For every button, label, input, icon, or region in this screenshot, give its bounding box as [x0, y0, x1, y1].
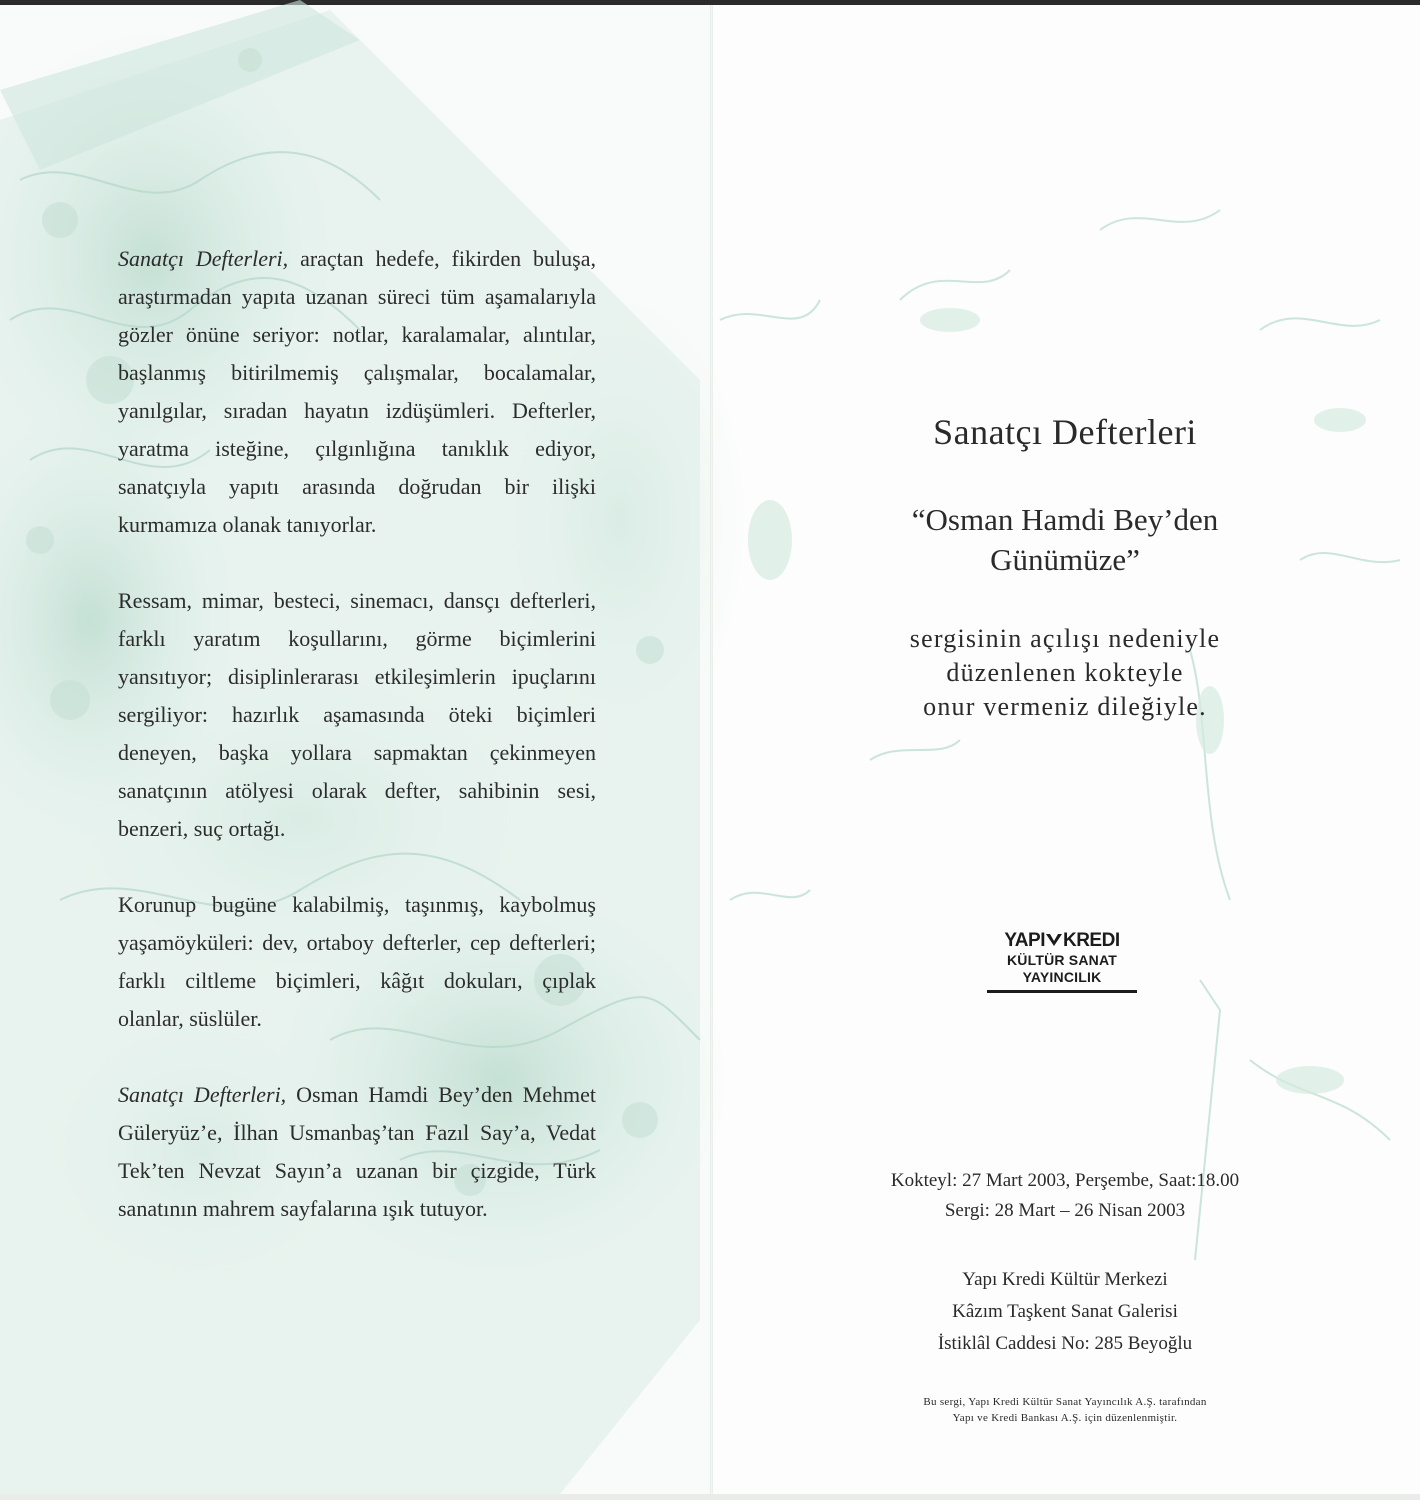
venue-line-3: İstiklâl Caddesi No: 285 Beyoğlu [937, 1333, 1193, 1354]
paragraph-3 [118, 886, 596, 1038]
logo-main-line [986, 930, 1138, 952]
invitation-line-3: onur vermeniz dileğiyle. [923, 692, 1207, 721]
invitation-line-2: düzenlenen kokteyle [946, 658, 1184, 687]
venue-line-1: Yapı Kredi Kültür Merkezi [962, 1269, 1168, 1290]
logo-line-3: YAYINCILIK [1022, 969, 1102, 985]
invitation-line-1: sergisinin açılışı nedeniyle [909, 624, 1221, 653]
organizer-footnote [850, 1394, 1280, 1426]
footnote-line-2: Yapı ve Kredi Bankası A.Ş. için düzenlenmiştir. [952, 1412, 1178, 1424]
logo-word-1: YAPI [1004, 930, 1045, 951]
venue-address [850, 1264, 1280, 1360]
logo-word-2: KREDI [1062, 930, 1120, 951]
cocktail-date: Kokteyl: 27 Mart 2003, Perşembe, Saat:18.00 [890, 1170, 1240, 1191]
subtitle-line-2: Günümüze” [990, 542, 1140, 577]
paragraph-2 [118, 582, 596, 848]
paragraph-1-lead: Sanatçı Defterleri, [118, 246, 289, 271]
paragraph-4 [118, 1076, 596, 1228]
exhibition-subtitle [850, 500, 1280, 580]
logo-mark-icon [1045, 932, 1063, 948]
plant-sketch-art [720, 210, 1400, 1260]
logo-line-2: KÜLTÜR SANAT [1007, 952, 1117, 968]
description-text [118, 240, 596, 1266]
footnote-line-1: Bu sergi, Yapı Kredi Kültür Sanat Yayıncılık A.Ş. tarafından [923, 1396, 1207, 1408]
bottom-edge [0, 1494, 1420, 1500]
paragraph-2-body: Ressam, mimar, besteci, sinemacı, dansçı defterleri, farklı yaratım koşullarını, görme biçimlerini yansıtıyor; disiplinlerarası etkileşimlerin ipuçlarını sergiliyor: hazırlık aşamasında öteki biçimleri deneyen, başka yollara sapmaktan çekinmeyen sanatçının atölyesi olarak defter, sahibinin sesi, benzeri, suç ortağı. [118, 588, 596, 841]
paragraph-3-body: Korunup bugüne kalabilmiş, taşınmış, kaybolmuş yaşamöyküleri: dev, ortaboy defterler, cep defterleri; farklı ciltleme biçimleri, kâğıt dokuları, çıplak olanlar, süslüler. [118, 892, 596, 1031]
event-dates [850, 1166, 1280, 1226]
exhibition-title: Sanatçı Defterleri [933, 412, 1197, 452]
invitation-text [850, 622, 1280, 724]
venue-line-2: Kâzım Taşkent Sanat Galerisi [952, 1301, 1178, 1322]
paragraph-1-body: araçtan hedefe, fikirden buluşa, araştırmadan yapıta uzanan süreci tüm aşamalarıyla gözler önüne seriyor: notlar, karalamalar, alıntılar, başlanmış bitirilmemiş çalışmalar, bocalamalar, yanılgılar, sıradan hayatın izdüşümleri. Defterler, yaratma isteğine, çılgınlığına tanıklık ediyor, sanatçıyla yapıtı arasında doğrudan bir ilişki kurmamıza olanak tanıyorlar. [118, 246, 596, 537]
paragraph-1 [118, 240, 596, 544]
exhibition-dates: Sergi: 28 Mart – 26 Nisan 2003 [944, 1200, 1186, 1221]
logo-underline [987, 990, 1137, 993]
paragraph-4-body: Osman Hamdi Bey’den Mehmet Güleryüz’e, İlhan Usmanbaş’tan Fazıl Say’a, Vedat Tek’ten Nevzat Sayın’a uzanan bir çizgide, Türk sanatının mahrem sayfalarına ışık tutuyor. [118, 1082, 596, 1221]
subtitle-line-1: “Osman Hamdi Bey’den [911, 502, 1219, 537]
yapi-kredi-logo [986, 930, 1138, 993]
center-fold [710, 5, 713, 1494]
paragraph-4-lead: Sanatçı Defterleri, [118, 1082, 287, 1107]
